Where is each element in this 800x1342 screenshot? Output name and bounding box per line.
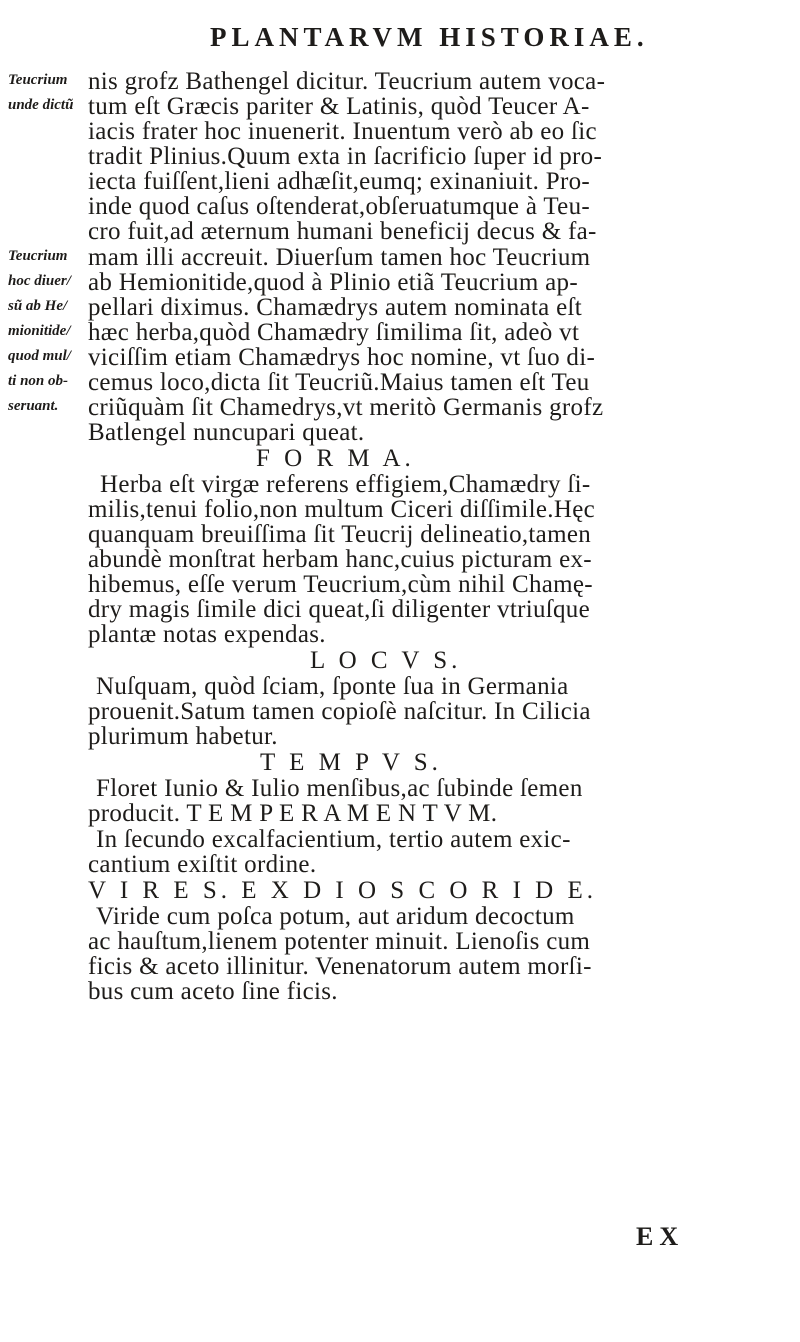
text-line: Viride cum poſca potum, aut aridum decoctum [96,903,575,930]
text-line: tum eſt Græcis pariter & Latinis, quòd Teucer A- [88,93,590,120]
margin-note-line: Teucrium [8,72,68,88]
text-line: bus cum aceto ſine ficis. [88,978,338,1005]
text-line: cemus loco,dicta ſit Teucriũ.Maius tamen eſt Teu [88,369,590,396]
margin-note-line: sũ ab He/ [8,298,68,314]
text-line: iecta fuiſſent,lieni adhæſit,eumq; exinaniuit. Pro- [88,168,590,195]
margin-note-line: Teucrium [8,248,68,264]
text-line: hæc herba,quòd Chamædry ſimilima ſit, adeò vt [88,319,580,346]
text-line: plurimum habetur. [88,723,278,750]
text-line: ficis & aceto illinitur. Venenatorum autem morſi- [88,953,592,980]
running-head: PLANTARVM HISTORIAE. [210,22,649,52]
margin-note-1 [8,68,86,118]
text-line: ac hauſtum,lienem potenter minuit. Lienoſis cum [88,928,591,955]
text-line: viciſſim etiam Chamædrys hoc nomine, vt ſuo di- [88,344,596,371]
text-line: iacis frater hoc inuenerit. Inuentum verò ab eo ſic [88,118,597,145]
margin-note-line: seruant. [8,398,59,414]
text-line: plantæ notas expendas. [88,621,326,648]
margin-note-line: unde dictũ [8,97,74,113]
text-line: Nuſquam, quòd ſciam, ſponte ſua in Germania [96,673,569,700]
text-line: mam illi accreuit. Diuerſum tamen hoc Teucrium [88,244,591,271]
catchword: EX [636,1222,685,1251]
text-line: inde quod caſus oſtenderat,obſeruatumque à Teu- [88,193,591,220]
section-heading-vires: V I R E S. E X D I O S C O R I D E. [88,877,597,904]
text-line: hibemus, eſſe verum Teucrium,cùm nihil Chamę- [88,571,593,598]
text-line: producit. T E M P E R A M E N T V M. [88,800,498,827]
margin-note-line: hoc diuer/ [8,273,71,289]
section-heading-tempus: T E M P V S. [260,749,442,776]
text-line: ab Hemionitide,quod à Plinio etiã Teucrium ap- [88,269,578,296]
section-heading-forma: F O R M A. [256,445,415,472]
text-line: cantium exiſtit ordine. [88,851,317,878]
text-line: criũquàm ſit Chamedrys,vt meritò Germanis grofz [88,394,604,421]
text-line: tradit Plinius.Quum exta in ſacrificio ſuper id pro- [88,143,603,170]
margin-note-line: ti non ob- [8,373,69,389]
margin-note-line: quod mul/ [8,348,71,364]
margin-note-2 [8,244,86,419]
text-line: pellari diximus. Chamædrys autem nominata eſt [88,294,582,321]
text-line: Herba eſt virgæ referens effigiem,Chamædry ſi- [100,471,591,498]
text-line: quanquam breuiſſima ſit Teucrij delineatio,tamen [88,521,592,548]
text-line: In ſecundo excalfacientium, tertio autem exic- [96,826,571,853]
text-line: milis,tenui folio,non multum Ciceri diſſimile.Hęc [88,496,595,523]
text-line: prouenit.Satum tamen copioſè naſcitur. In Cilicia [88,698,591,725]
margin-note-line: mionitide/ [8,323,71,339]
text-line: dry magis ſimile dici queat,ſi diligenter vtriuſque [88,596,590,623]
text-line: nis grofz Bathengel dicitur. Teucrium autem voca- [88,68,606,95]
text-line: Batlengel nuncupari queat. [88,419,365,446]
section-heading-locus: L O C V S. [310,647,462,674]
text-line: abundè monſtrat herbam hanc,cuius picturam ex- [88,546,592,573]
text-line: Floret Iunio & Iulio menſibus,ac ſubinde ſemen [96,775,583,802]
text-line: cro fuit,ad æternum humani beneficij decus & fa- [88,218,597,245]
